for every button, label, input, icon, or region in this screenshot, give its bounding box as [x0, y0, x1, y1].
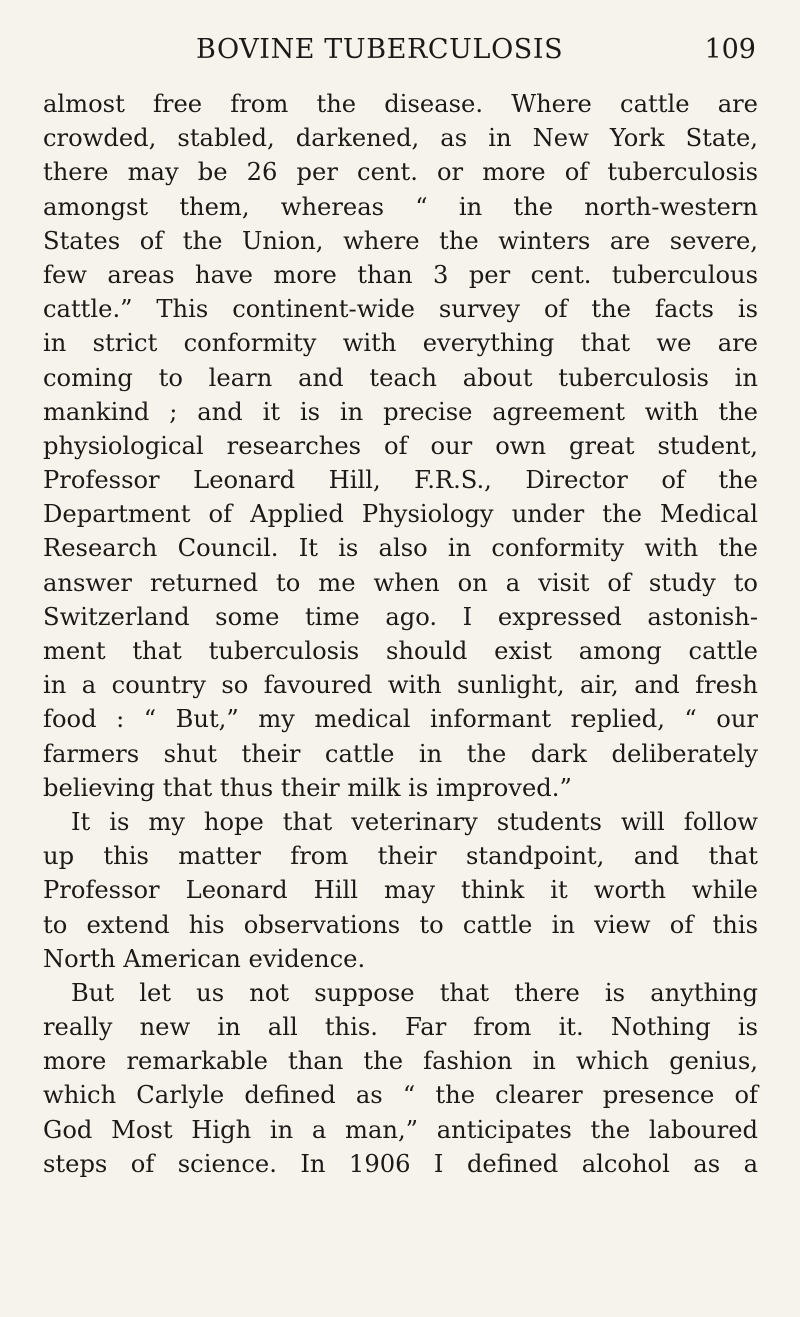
text-line: steps of science. In 1906 I defined alcohol as a	[43, 1149, 758, 1178]
text-line: cattle.” This continent-wide survey of the facts is	[43, 295, 758, 324]
text-line: in a country so favoured with sunlight, air, and fresh	[43, 671, 758, 700]
text-line: believing that thus their milk is improved.”	[43, 773, 572, 802]
text-line: God Most High in a man,” anticipates the laboured	[43, 1115, 758, 1144]
page-number: 109	[704, 34, 756, 65]
text-line: almost free from the disease. Where cattle are	[43, 90, 758, 118]
text-line: Professor Leonard Hill may think it worth while	[43, 876, 758, 905]
text-line: It is my hope that veterinary students will follow	[71, 807, 758, 836]
running-head	[196, 30, 756, 70]
text-line: there may be 26 per cent. or more of tuberculosis	[43, 158, 758, 187]
text-line: farmers shut their cattle in the dark deliberately	[43, 739, 758, 768]
text-line: ment that tuberculosis should exist among cattle	[43, 637, 758, 665]
text-line: But let us not suppose that there is anything	[71, 978, 758, 1007]
text-line: answer returned to me when on a visit of study to	[43, 568, 758, 597]
text-line: few areas have more than 3 per cent. tuberculous	[43, 260, 758, 289]
text-line: more remarkable than the fashion in which genius,	[43, 1047, 758, 1076]
text-line: coming to learn and teach about tuberculosis in	[43, 363, 758, 392]
text-line: States of the Union, where the winters are severe,	[43, 226, 758, 255]
text-line: amongst them, whereas “ in the north-western	[43, 192, 758, 221]
text-line: really new in all this. Far from it. Nothing is	[43, 1013, 758, 1042]
running-title: BOVINE TUBERCULOSIS	[196, 34, 564, 65]
text-line: to extend his observations to cattle in view of this	[43, 910, 758, 939]
text-line: North American evidence.	[43, 944, 366, 973]
body-text	[43, 87, 758, 1181]
text-line: Research Council. It is also in conformity with the	[43, 534, 758, 563]
text-line: food : “ But,” my medical informant replied, “ our	[43, 705, 758, 734]
text-line: Switzerland some time ago. I expressed astonish-	[43, 602, 758, 631]
text-line: in strict conformity with everything that we are	[43, 329, 758, 358]
text-line: Professor Leonard Hill, F.R.S., Director of the	[43, 466, 758, 495]
text-line: Department of Applied Physiology under the Medical	[43, 500, 758, 529]
text-line: mankind ; and it is in precise agreement with the	[43, 397, 758, 426]
text-line: physiological researches of our own great student,	[43, 431, 758, 460]
text-line: which Carlyle defined as “ the clearer presence of	[43, 1081, 758, 1110]
text-line: up this matter from their standpoint, and that	[43, 842, 758, 871]
text-line: crowded, stabled, darkened, as in New York State,	[43, 124, 758, 153]
